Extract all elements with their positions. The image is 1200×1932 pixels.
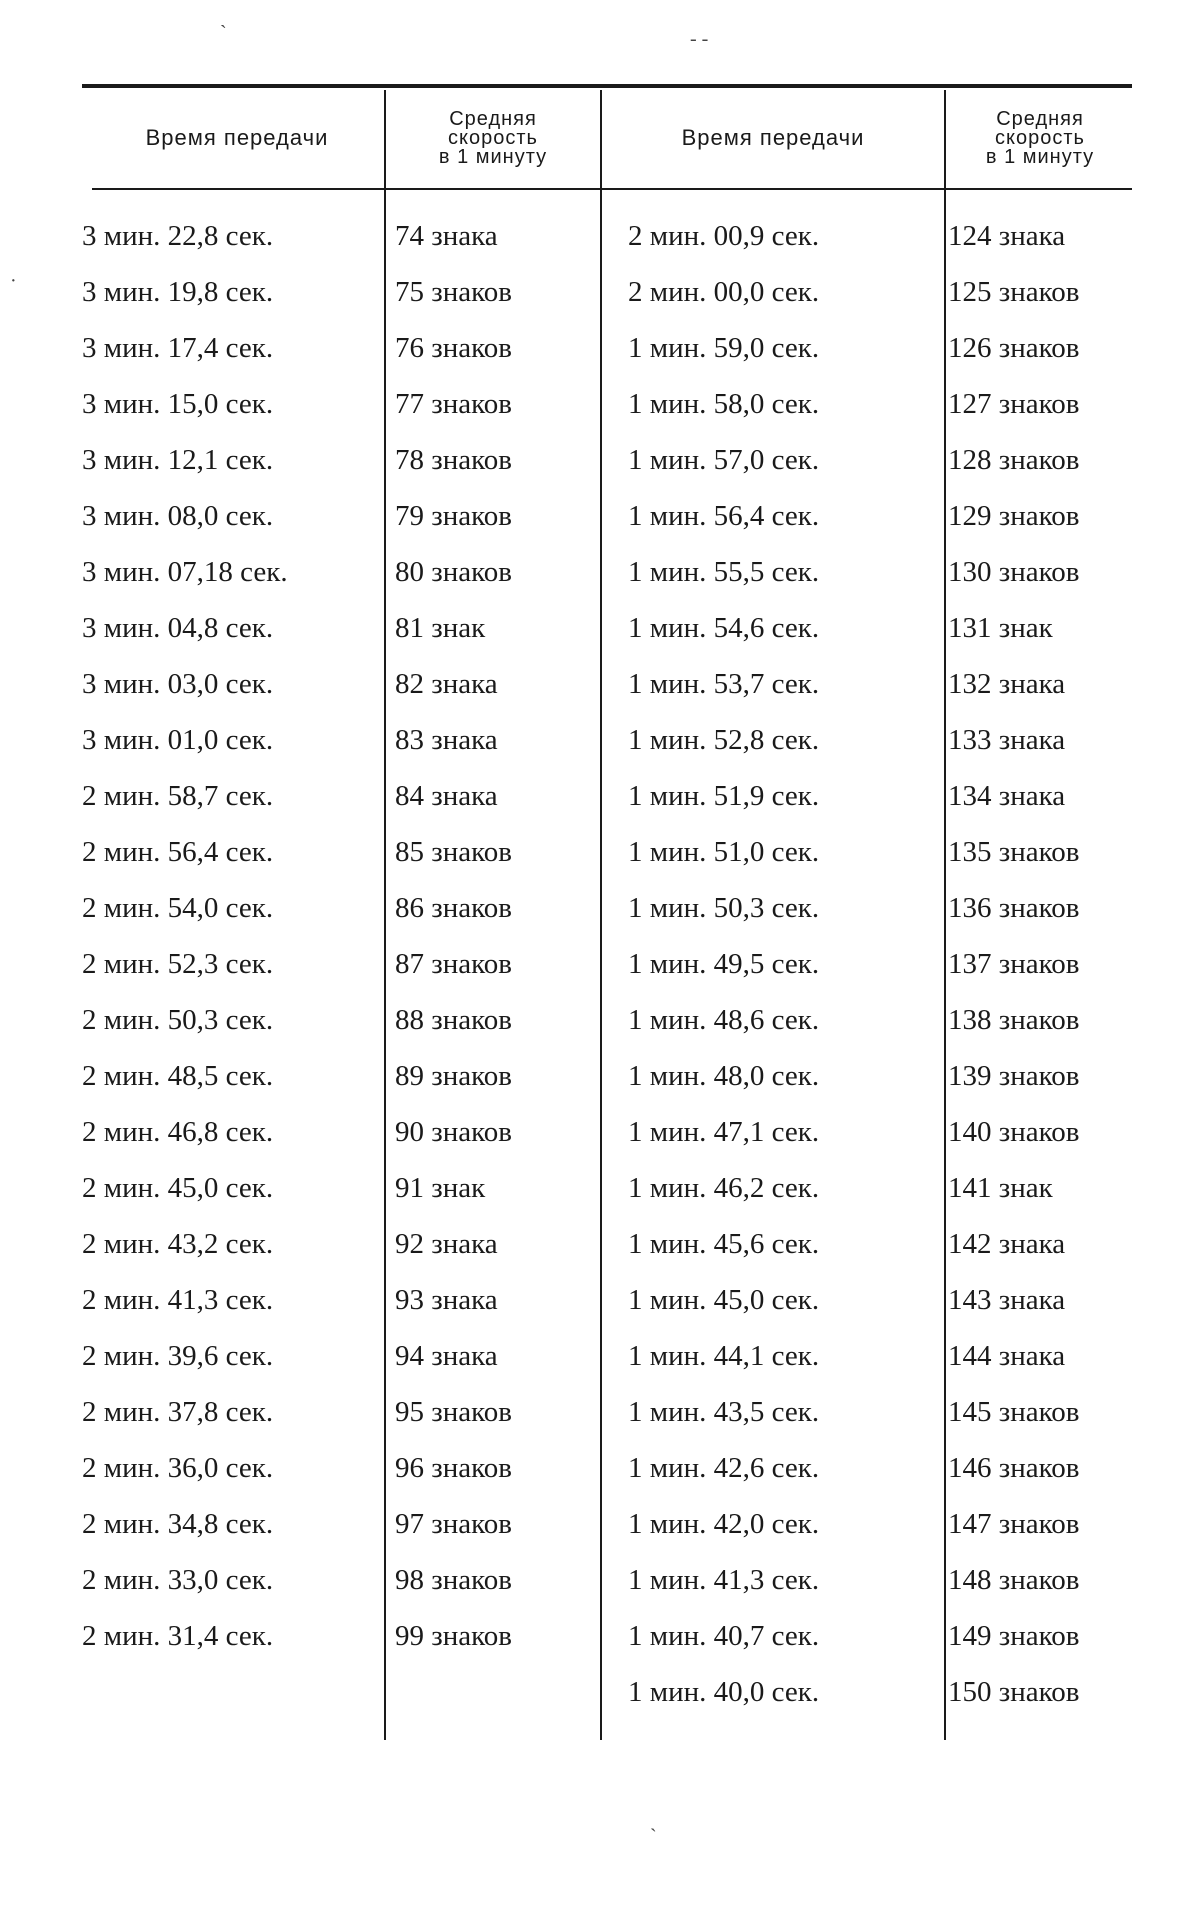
header-speed-right [948,90,1132,186]
left-speed-cell: 85 знаков [395,836,512,868]
right-speed-cell: 150 знаков [948,1676,1080,1708]
table-row [0,892,1200,948]
right-speed-cell: 126 знаков [948,332,1080,364]
table-row [0,1620,1200,1676]
table-row [0,1452,1200,1508]
right-time-cell: 1 мин. 42,6 сек. [628,1452,820,1484]
right-speed-cell: 132 знака [948,668,1066,700]
header-time-right-label: Время передачи [681,125,865,150]
table-row [0,668,1200,724]
table-row [0,1116,1200,1172]
left-time-cell: 3 мин. 19,8 сек. [82,276,274,308]
right-time-cell: 1 мин. 55,5 сек. [628,556,820,588]
right-speed-cell: 125 знаков [948,276,1080,308]
right-time-cell: 1 мин. 40,7 сек. [628,1620,820,1652]
table-row [0,556,1200,612]
right-speed-cell: 131 знак [948,612,1053,644]
left-time-cell: 3 мин. 08,0 сек. [82,500,274,532]
right-speed-cell: 136 знаков [948,892,1080,924]
table-row [0,612,1200,668]
table-row [0,948,1200,1004]
header-time-left [92,90,382,186]
left-speed-cell: 77 знаков [395,388,512,420]
right-time-cell: 1 мин. 48,6 сек. [628,1004,820,1036]
left-speed-cell: 99 знаков [395,1620,512,1652]
left-speed-cell: 78 знаков [395,444,512,476]
right-speed-cell: 138 знаков [948,1004,1080,1036]
right-speed-cell: 129 знаков [948,500,1080,532]
left-speed-cell: 89 знаков [395,1060,512,1092]
table-row [0,1508,1200,1564]
left-speed-cell: 95 знаков [395,1396,512,1428]
header-time-left-label: Время передачи [145,125,329,150]
left-time-cell: 2 мин. 39,6 сек. [82,1340,274,1372]
right-time-cell: 1 мин. 59,0 сек. [628,332,820,364]
table-row [0,500,1200,556]
right-speed-cell: 145 знаков [948,1396,1080,1428]
left-time-cell: 2 мин. 48,5 сек. [82,1060,274,1092]
right-time-cell: 1 мин. 41,3 сек. [628,1564,820,1596]
right-time-cell: 1 мин. 57,0 сек. [628,444,820,476]
left-time-cell: 2 мин. 36,0 сек. [82,1452,274,1484]
right-time-cell: 1 мин. 46,2 сек. [628,1172,820,1204]
left-time-cell: 2 мин. 31,4 сек. [82,1620,274,1652]
right-time-cell: 1 мин. 44,1 сек. [628,1340,820,1372]
table-row [0,1060,1200,1116]
right-time-cell: 1 мин. 40,0 сек. [628,1676,820,1708]
right-time-cell: 2 мин. 00,9 сек. [628,220,820,252]
right-speed-cell: 134 знака [948,780,1066,812]
right-time-cell: 1 мин. 45,0 сек. [628,1284,820,1316]
right-time-cell: 1 мин. 42,0 сек. [628,1508,820,1540]
left-speed-cell: 83 знака [395,724,498,756]
left-speed-cell: 93 знака [395,1284,498,1316]
left-speed-cell: 74 знака [395,220,498,252]
right-speed-cell: 130 знаков [948,556,1080,588]
left-time-cell: 3 мин. 15,0 сек. [82,388,274,420]
header-speed-left [388,90,598,186]
left-speed-cell: 96 знаков [395,1452,512,1484]
table-row [0,1396,1200,1452]
left-speed-cell: 94 знака [395,1340,498,1372]
right-time-cell: 1 мин. 58,0 сек. [628,388,820,420]
left-speed-cell: 91 знак [395,1172,486,1204]
right-speed-cell: 124 знака [948,220,1066,252]
header-speed-line-2: скорость [448,126,538,149]
right-speed-cell: 141 знак [948,1172,1053,1204]
left-speed-cell: 75 знаков [395,276,512,308]
left-time-cell: 3 мин. 17,4 сек. [82,332,274,364]
left-time-cell: 2 мин. 43,2 сек. [82,1228,274,1260]
header-speed-line-3: в 1 минуту [438,145,548,168]
right-speed-cell: 128 знаков [948,444,1080,476]
right-speed-cell: 142 знака [948,1228,1066,1260]
header-speed-line-2: скорость [995,126,1085,149]
header-time-right [604,90,942,186]
left-speed-cell: 76 знаков [395,332,512,364]
right-time-cell: 1 мин. 54,6 сек. [628,612,820,644]
table-row [0,1004,1200,1060]
right-speed-cell: 146 знаков [948,1452,1080,1484]
right-time-cell: 1 мин. 53,7 сек. [628,668,820,700]
table-row [0,724,1200,780]
right-time-cell: 1 мин. 47,1 сек. [628,1116,820,1148]
left-time-cell: 2 мин. 45,0 сек. [82,1172,274,1204]
left-speed-cell: 87 знаков [395,948,512,980]
right-speed-cell: 127 знаков [948,388,1080,420]
right-time-cell: 1 мин. 56,4 сек. [628,500,820,532]
right-time-cell: 1 мин. 52,8 сек. [628,724,820,756]
right-time-cell: 2 мин. 00,0 сек. [628,276,820,308]
table-row [0,836,1200,892]
left-speed-cell: 97 знаков [395,1508,512,1540]
table-header-rule [92,188,1132,190]
table-row [0,1228,1200,1284]
left-speed-cell: 90 знаков [395,1116,512,1148]
table-row [0,332,1200,388]
scan-speck: ˋ [220,22,227,44]
left-speed-cell: 86 знаков [395,892,512,924]
right-speed-cell: 143 знака [948,1284,1066,1316]
left-time-cell: 2 мин. 33,0 сек. [82,1564,274,1596]
table-row [0,1284,1200,1340]
scan-speck: - - [690,28,709,50]
left-speed-cell: 88 знаков [395,1004,512,1036]
table-row [0,1172,1200,1228]
left-time-cell: 2 мин. 50,3 сек. [82,1004,274,1036]
table-row [0,780,1200,836]
right-speed-cell: 148 знаков [948,1564,1080,1596]
right-time-cell: 1 мин. 50,3 сек. [628,892,820,924]
table-top-rule [82,84,1132,88]
left-time-cell: 2 мин. 56,4 сек. [82,836,274,868]
table-row [0,220,1200,276]
right-time-cell: 1 мин. 49,5 сек. [628,948,820,980]
table-row [0,388,1200,444]
right-speed-cell: 133 знака [948,724,1066,756]
left-time-cell: 3 мин. 01,0 сек. [82,724,274,756]
header-speed-line-1: Средняя [449,107,537,130]
scan-speck: · [10,270,17,292]
right-speed-cell: 144 знака [948,1340,1066,1372]
left-speed-cell: 82 знака [395,668,498,700]
right-speed-cell: 140 знаков [948,1116,1080,1148]
left-speed-cell: 84 знака [395,780,498,812]
left-time-cell: 2 мин. 37,8 сек. [82,1396,274,1428]
table-row [0,1676,1200,1732]
right-speed-cell: 135 знаков [948,836,1080,868]
right-speed-cell: 147 знаков [948,1508,1080,1540]
right-time-cell: 1 мин. 48,0 сек. [628,1060,820,1092]
right-time-cell: 1 мин. 43,5 сек. [628,1396,820,1428]
left-speed-cell: 92 знака [395,1228,498,1260]
left-time-cell: 2 мин. 58,7 сек. [82,780,274,812]
table-row [0,276,1200,332]
right-speed-cell: 149 знаков [948,1620,1080,1652]
table-row [0,1340,1200,1396]
left-speed-cell: 98 знаков [395,1564,512,1596]
scan-speck: ˏ [650,1810,657,1832]
left-time-cell: 3 мин. 12,1 сек. [82,444,274,476]
right-speed-cell: 137 знаков [948,948,1080,980]
header-speed-line-3: в 1 минуту [985,145,1095,168]
table-row [0,1564,1200,1620]
left-speed-cell: 80 знаков [395,556,512,588]
right-time-cell: 1 мин. 51,0 сек. [628,836,820,868]
left-speed-cell: 81 знак [395,612,486,644]
left-speed-cell: 79 знаков [395,500,512,532]
left-time-cell: 3 мин. 07,18 сек. [82,556,288,588]
left-time-cell: 2 мин. 54,0 сек. [82,892,274,924]
right-time-cell: 1 мин. 51,9 сек. [628,780,820,812]
left-time-cell: 3 мин. 04,8 сек. [82,612,274,644]
table-row [0,444,1200,500]
left-time-cell: 3 мин. 03,0 сек. [82,668,274,700]
left-time-cell: 3 мин. 22,8 сек. [82,220,274,252]
left-time-cell: 2 мин. 41,3 сек. [82,1284,274,1316]
left-time-cell: 2 мин. 46,8 сек. [82,1116,274,1148]
right-time-cell: 1 мин. 45,6 сек. [628,1228,820,1260]
right-speed-cell: 139 знаков [948,1060,1080,1092]
left-time-cell: 2 мин. 52,3 сек. [82,948,274,980]
left-time-cell: 2 мин. 34,8 сек. [82,1508,274,1540]
header-speed-line-1: Средняя [996,107,1084,130]
